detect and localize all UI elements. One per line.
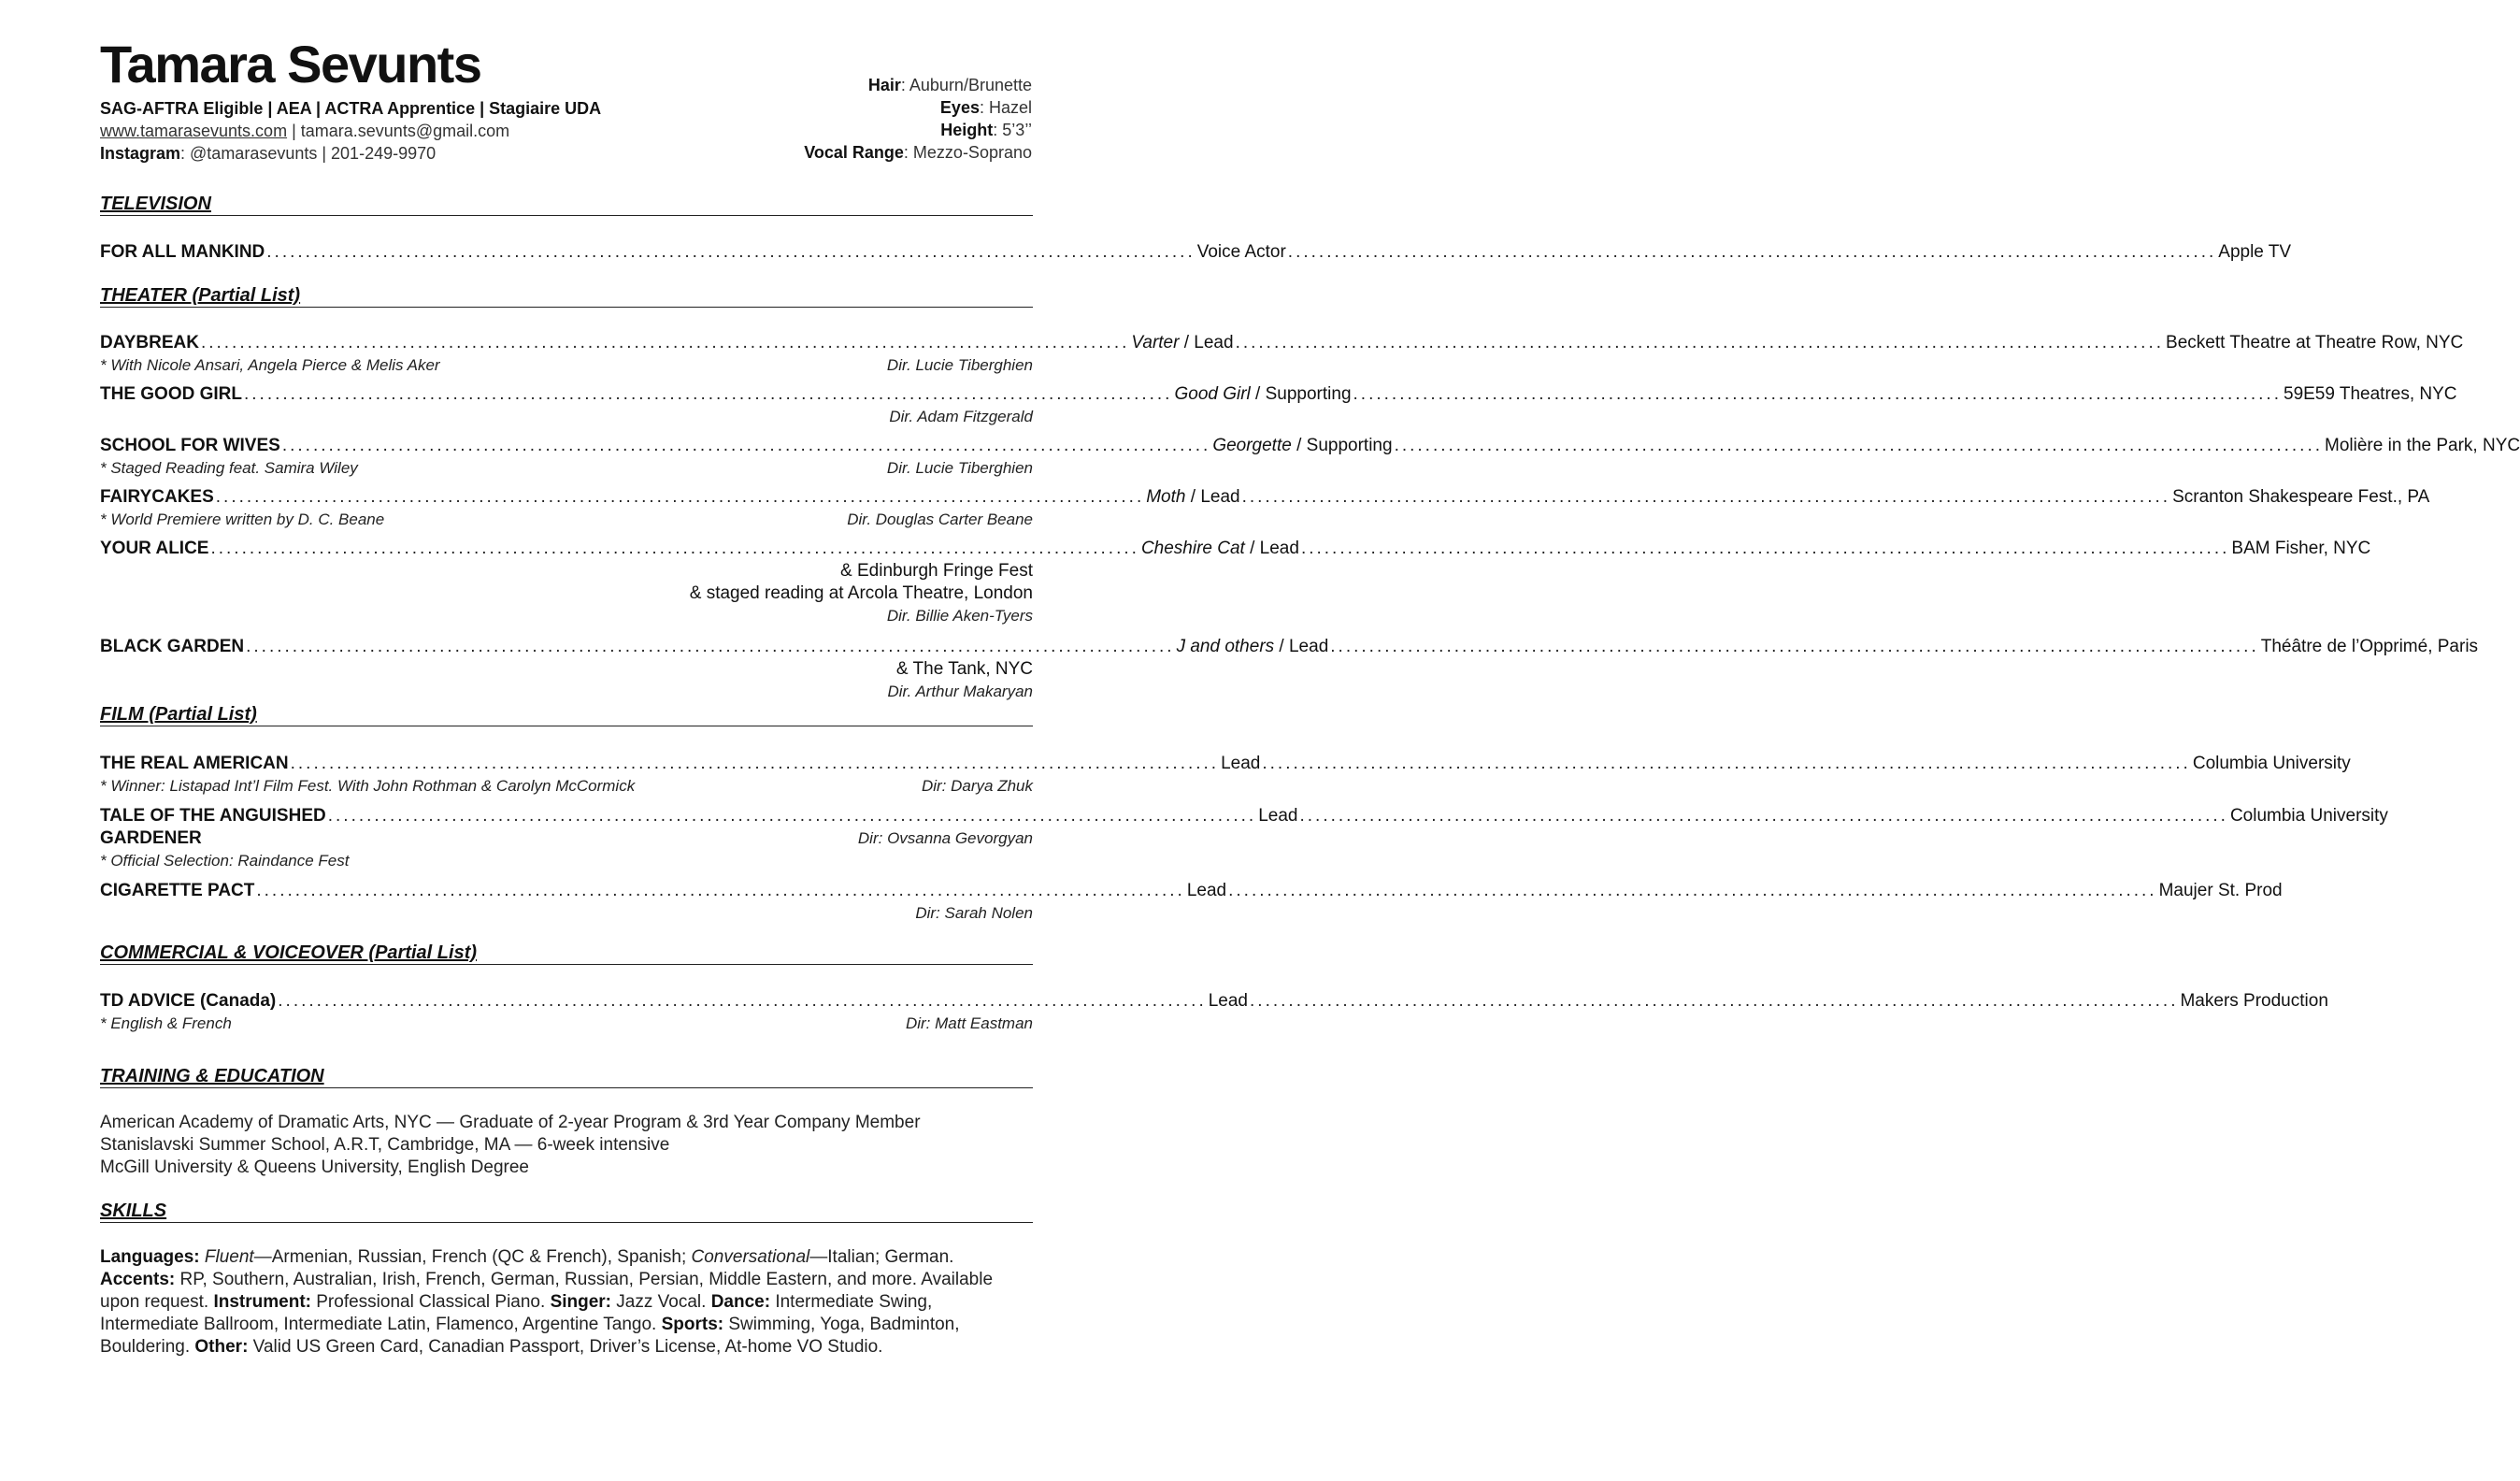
credit-title-continued: GARDENER — [100, 828, 202, 848]
instagram-phone-value: : @tamarasevunts | 201-249-9970 — [180, 144, 437, 163]
role-text: / Supporting — [1291, 436, 1393, 455]
role-character: Good Girl — [1174, 384, 1251, 404]
credit-row — [100, 880, 2283, 902]
dot-leader: ........................................................................................................................ — [1228, 881, 2157, 900]
section-heading-text: TELEVISION — [100, 194, 211, 214]
credit-role — [1209, 990, 1248, 1013]
credit-role — [1258, 805, 1297, 827]
credit-entry — [100, 486, 2430, 531]
role-text: / Supporting — [1250, 384, 1352, 404]
credit-venue: Columbia University — [2229, 806, 2388, 826]
actor-name: Tamara Sevunts — [100, 35, 481, 93]
training-item: McGill University & Queens University, English Degree — [100, 1157, 529, 1177]
credit-role — [1221, 753, 1260, 775]
skill-text: RP, Southern, Australian, Irish, French, German, Russian, Persian, Middle Eastern, and more. Available upon request. — [100, 1270, 994, 1312]
skill-text: Jazz Vocal. — [611, 1292, 711, 1312]
credit-row — [100, 383, 2457, 406]
credit-row — [100, 486, 2430, 509]
skill-text: Valid US Green Card, Canadian Passport, Driver’s License, At-home VO Studio. — [248, 1337, 883, 1357]
training-item: Stanislavski Summer School, A.R.T, Cambridge, MA — 6-week intensive — [100, 1135, 670, 1155]
credit-entry — [100, 241, 2292, 264]
credit-row — [100, 827, 1033, 850]
role-text: / Lead — [1274, 637, 1329, 656]
credit-title: FAIRYCAKES — [100, 487, 214, 507]
credit-venue: Columbia University — [2192, 754, 2351, 773]
credit-subline — [100, 1013, 1033, 1035]
credit-entry — [100, 332, 2464, 377]
dot-leader: ........................................................................................................................ — [327, 806, 1257, 826]
credit-row — [100, 990, 2328, 1013]
credit-subline — [100, 509, 1033, 531]
skill-text: —Armenian, Russian, French (QC & French), Spanish; — [253, 1247, 692, 1267]
skill-text: Swimming, Yoga, Badminton, Bouldering. — [100, 1315, 960, 1357]
dot-leader: ........................................................................................................................ — [1235, 333, 2165, 352]
credit-director: Dir. Adam Fitzgerald — [889, 408, 1033, 425]
credit-role — [1197, 241, 1286, 264]
instagram-phone-line — [100, 142, 601, 165]
film-section — [100, 703, 2388, 925]
credit-entry — [100, 805, 2388, 872]
role-text: / Lead — [1185, 487, 1240, 507]
dot-leader: ........................................................................................................................ — [266, 242, 1196, 262]
role-character: Cheshire Cat — [1140, 539, 1245, 558]
credit-row — [100, 805, 2388, 827]
credit-title: THE REAL AMERICAN — [100, 754, 289, 773]
credit-row — [100, 332, 2464, 354]
credit-venue-extra: & staged reading at Arcola Theatre, London — [689, 583, 1033, 603]
union-affiliations: SAG-AFTRA Eligible | AEA | ACTRA Apprentice | Stagiaire UDA — [100, 99, 602, 118]
credit-venue: 59E59 Theatres, NYC — [2284, 384, 2457, 404]
section-heading — [100, 1065, 1033, 1088]
stat-label: Height — [940, 121, 994, 139]
dot-leader: ........................................................................................................................ — [1262, 754, 2191, 773]
contact-block — [100, 97, 601, 165]
skill-label: Other: — [194, 1337, 249, 1357]
section-heading — [100, 193, 1033, 216]
skill-text: Intermediate Swing, Intermediate Ballroom, Intermediate Latin, Flamenco, Argentine Tango. — [100, 1292, 933, 1334]
dot-leader: ........................................................................................................................ — [210, 539, 1139, 558]
credit-role — [1177, 636, 1329, 658]
stat-vocal-range — [804, 141, 1032, 164]
credit-role — [1141, 538, 1299, 560]
skill-qualifier: Conversational — [691, 1247, 810, 1267]
credit-director: Dir: Matt Eastman — [905, 1014, 1033, 1032]
credit-row — [100, 753, 2351, 775]
credit-director: Dir. Lucie Tiberghien — [886, 356, 1033, 374]
role-text: Lead — [1221, 754, 1261, 773]
skill-label: Languages: — [100, 1247, 200, 1267]
credit-subline — [100, 902, 1033, 925]
credit-title: BLACK GARDEN — [100, 637, 245, 656]
skill-label: Dance: — [710, 1292, 771, 1312]
credit-director: Dir. Billie Aken-Tyers — [886, 607, 1033, 625]
credit-entry — [100, 636, 2479, 703]
credit-subline — [100, 605, 1033, 627]
credit-venue: BAM Fisher, NYC — [2231, 539, 2371, 558]
credit-venue: Apple TV — [2218, 242, 2292, 262]
credit-note: * English & French — [100, 1014, 232, 1032]
credit-venue: Makers Production — [2180, 991, 2328, 1011]
skill-label: Singer: — [550, 1292, 612, 1312]
dot-leader: ........................................................................................................................ — [1394, 436, 2324, 455]
credit-note: * With Nicole Ansari, Angela Pierce & Melis Aker — [100, 356, 440, 374]
dot-leader: ........................................................................................................................ — [1287, 242, 2217, 262]
dot-leader: ........................................................................................................................ — [1250, 991, 2179, 1011]
role-character: Varter — [1131, 333, 1180, 352]
credit-title: SCHOOL FOR WIVES — [100, 436, 280, 455]
credit-title: CIGARETTE PACT — [100, 881, 255, 900]
section-heading-text: TRAINING & EDUCATION — [100, 1066, 324, 1086]
physical-stats — [804, 74, 1032, 164]
dot-leader: ........................................................................................................................ — [1299, 806, 2228, 826]
skills-section — [100, 1200, 1033, 1359]
training-item: American Academy of Dramatic Arts, NYC — Graduate of 2-year Program & 3rd Year Company Member — [100, 1113, 921, 1132]
credit-title: FOR ALL MANKIND — [100, 242, 265, 262]
website-link[interactable]: www.tamarasevunts.com — [100, 122, 288, 140]
role-character: J and others — [1176, 637, 1275, 656]
skills-paragraph — [100, 1246, 1033, 1359]
stat-value: : Mezzo-Soprano — [903, 143, 1032, 162]
credit-role — [1212, 435, 1392, 457]
section-heading-text: THEATER (Partial List) — [100, 285, 301, 306]
section-heading-text: SKILLS — [100, 1201, 167, 1221]
dot-leader: ........................................................................................................................ — [1330, 637, 2259, 656]
credit-note: * Staged Reading feat. Samira Wiley — [100, 459, 358, 477]
credit-subline — [100, 681, 1033, 703]
credit-subline — [100, 850, 1033, 872]
credit-row — [100, 636, 2479, 658]
section-heading-text: FILM (Partial List) — [100, 704, 257, 725]
credit-row — [100, 241, 2292, 264]
credit-title: THE GOOD GIRL — [100, 384, 242, 404]
separator: | — [287, 122, 301, 140]
skill-qualifier: Fluent — [204, 1247, 254, 1267]
credit-venue: Scranton Shakespeare Fest., PA — [2172, 487, 2430, 507]
credit-venue: Molière in the Park, NYC — [2325, 436, 2520, 455]
training-list — [100, 1112, 1033, 1179]
credit-subline — [100, 775, 1033, 798]
credit-title: TALE OF THE ANGUISHED — [100, 806, 326, 826]
role-text: / Lead — [1244, 539, 1299, 558]
dot-leader: ........................................................................................................................ — [244, 384, 1173, 404]
role-character: Moth — [1146, 487, 1186, 507]
dot-leader: ........................................................................................................................ — [246, 637, 1175, 656]
email-link[interactable]: tamara.sevunts@gmail.com — [300, 122, 510, 140]
credit-entry — [100, 753, 2351, 798]
dot-leader: ........................................................................................................................ — [200, 333, 1130, 352]
stat-value: : Hazel — [979, 98, 1032, 117]
stat-label: Hair — [867, 76, 901, 94]
credit-title: YOUR ALICE — [100, 539, 209, 558]
credit-row — [100, 435, 2520, 457]
credit-role — [1131, 332, 1233, 354]
credit-role — [1146, 486, 1239, 509]
section-heading — [100, 284, 1033, 308]
dot-leader: ........................................................................................................................ — [281, 436, 1211, 455]
dot-leader: ........................................................................................................................ — [1300, 539, 2230, 558]
credit-row — [100, 538, 2371, 560]
credit-entry — [100, 990, 2328, 1035]
credit-venue: Beckett Theatre at Theatre Row, NYC — [2166, 333, 2464, 352]
skill-label: Accents: — [100, 1270, 176, 1289]
section-heading — [100, 703, 1033, 726]
dot-leader: ........................................................................................................................ — [1241, 487, 2171, 507]
credit-venue: Maujer St. Prod — [2158, 881, 2283, 900]
credit-subline — [100, 406, 1033, 428]
stat-height — [804, 119, 1032, 141]
dot-leader: ........................................................................................................................ — [290, 754, 1220, 773]
credit-note: * Winner: Listapad Int’l Film Fest. With John Rothman & Carolyn McCormick — [100, 777, 636, 795]
role-text: / Lead — [1179, 333, 1234, 352]
dot-leader: ........................................................................................................................ — [278, 991, 1207, 1011]
skill-label: Instrument: — [213, 1292, 311, 1312]
credit-note: * World Premiere written by D. C. Beane — [100, 510, 385, 528]
credit-entry — [100, 435, 2520, 480]
skill-text: —Italian; German. — [809, 1247, 954, 1267]
dot-leader: ........................................................................................................................ — [215, 487, 1145, 507]
credit-director: Dir: Sarah Nolen — [915, 904, 1033, 922]
credit-director: Dir. Arthur Makaryan — [887, 683, 1033, 700]
training-section — [100, 1065, 1033, 1179]
theater-section — [100, 284, 2520, 703]
dot-leader: ........................................................................................................................ — [1353, 384, 2282, 404]
credit-role — [1174, 383, 1351, 406]
role-text: Lead — [1208, 991, 1249, 1011]
stat-hair — [804, 74, 1032, 96]
credit-director: Dir. Lucie Tiberghien — [886, 459, 1033, 477]
section-heading-text: COMMERCIAL & VOICEOVER (Partial List) — [100, 942, 478, 963]
skill-text: Professional Classical Piano. — [310, 1292, 551, 1312]
credit-venue-extra: & Edinburgh Fringe Fest — [840, 561, 1033, 581]
credit-note: * Official Selection: Raindance Fest — [100, 852, 350, 870]
section-heading — [100, 942, 1033, 965]
stat-value: : 5’3’’ — [993, 121, 1032, 139]
stat-eyes — [804, 96, 1032, 119]
credit-venue-extra: & The Tank, NYC — [895, 659, 1033, 679]
dot-leader: ........................................................................................................................ — [256, 881, 1185, 900]
credit-director: Dir. Douglas Carter Beane — [847, 510, 1033, 528]
credit-title: TD ADVICE (Canada) — [100, 991, 277, 1011]
skill-label: Sports: — [661, 1315, 724, 1334]
web-email-line — [100, 120, 601, 142]
stat-label: Eyes — [939, 98, 980, 117]
credit-title: DAYBREAK — [100, 333, 199, 352]
credit-director: Dir: Ovsanna Gevorgyan — [857, 829, 1033, 847]
section-heading — [100, 1200, 1033, 1223]
role-text: Lead — [1186, 881, 1227, 900]
credit-venue: Théâtre de l’Opprimé, Paris — [2260, 637, 2479, 656]
stat-label: Vocal Range — [804, 143, 904, 162]
credit-role — [1187, 880, 1226, 902]
credit-entry — [100, 383, 2457, 428]
commercial-section — [100, 942, 2328, 1035]
role-text: Voice Actor — [1196, 242, 1286, 262]
television-section — [100, 193, 2292, 264]
role-text: Lead — [1258, 806, 1298, 826]
instagram-label: Instagram — [100, 144, 181, 163]
role-character: Georgette — [1212, 436, 1292, 455]
credit-subline — [100, 354, 1033, 377]
credit-entry — [100, 880, 2283, 925]
credit-subline — [100, 457, 1033, 480]
credit-entry — [100, 538, 2371, 627]
stat-value: : Auburn/Brunette — [900, 76, 1032, 94]
credit-director: Dir: Darya Zhuk — [921, 777, 1033, 795]
